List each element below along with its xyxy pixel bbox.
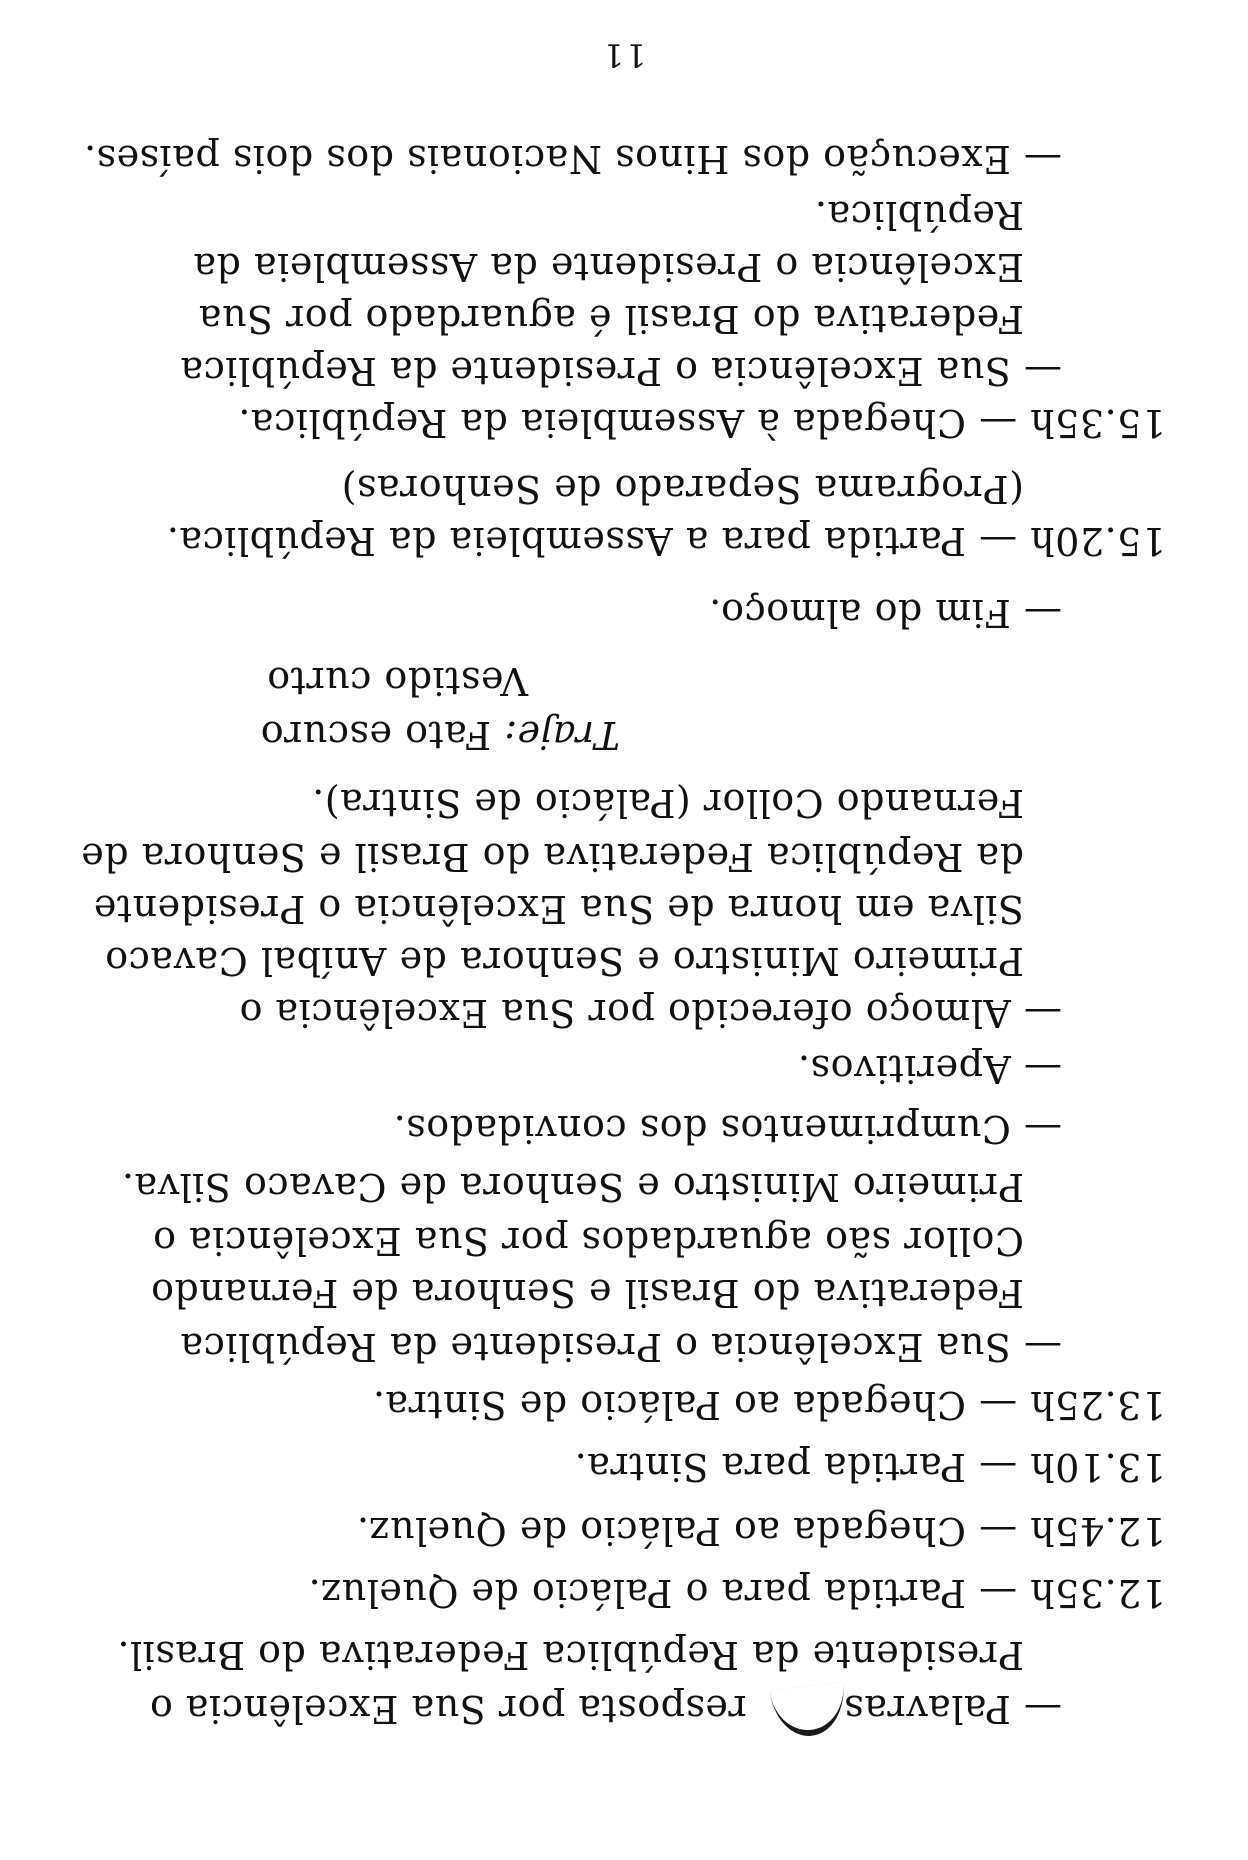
text-line <box>260 713 620 757</box>
line-text: Silva em honra de Sua Excelência o Presidente <box>93 887 1024 931</box>
text-line <box>192 245 1024 289</box>
line-text: — Partida para Sintra. <box>574 1445 1018 1489</box>
line-text: Almoço oferecido por Sua Excelência o <box>239 991 1011 1035</box>
page-number: 11 <box>601 36 647 74</box>
line-text: Sua Excelência o Presidente da República <box>179 349 1011 393</box>
line-text: Federativa do Brasil é aguardado por Sua <box>198 297 1024 341</box>
line-text: Excelência o Presidente da Assembleia da <box>192 245 1024 289</box>
line-text: Fernando Collor (Palácio de Sintra). <box>311 781 1024 825</box>
time: 15.35h <box>1029 401 1166 445</box>
dash: — <box>1023 1047 1062 1091</box>
line-text: — Chegada à Assembleia da República. <box>237 401 1018 445</box>
text-line <box>104 939 1024 983</box>
time: 15.20h <box>1029 519 1166 563</box>
line-text: Vestido curto <box>266 659 528 703</box>
ink-smudge <box>770 1682 849 1739</box>
line-text: Federativa do Brasil e Senhora de Fernando <box>150 1271 1024 1315</box>
line-text: Fim do almoço. <box>708 591 1011 635</box>
text-line <box>149 1687 1062 1731</box>
text-line <box>116 1633 1024 1677</box>
text-line <box>237 401 1166 445</box>
dash: — <box>1023 591 1062 635</box>
line-text: — Chegada ao Palácio de Sintra. <box>372 1383 1018 1427</box>
text-line <box>356 1509 1166 1553</box>
text-line <box>239 991 1062 1035</box>
text-line <box>179 349 1062 393</box>
text-line <box>372 1383 1166 1427</box>
line-text: Cumprimentos dos convidados. <box>393 1107 1011 1151</box>
line-text: Fato escuro <box>260 713 492 757</box>
line-text: Collor são aguardados por Sua Excelência o <box>152 1219 1024 1263</box>
line-text: Presidente da República Federativa do Brasil. <box>116 1633 1024 1677</box>
text-line <box>121 1165 1024 1209</box>
line-text: Palavras <box>843 1687 1011 1731</box>
line-text: Execução dos Hinos Nacionais dos dois países. <box>83 137 1011 181</box>
text-line <box>814 193 1024 237</box>
dash: — <box>1023 349 1062 393</box>
text-line <box>311 781 1024 825</box>
line-text: da República Federativa do Brasil e Senhora de <box>80 835 1024 879</box>
time: 13.25h <box>1029 1383 1166 1427</box>
time: 12.45h <box>1029 1509 1166 1553</box>
line-text: Sua Excelência o Presidente da República <box>179 1325 1011 1369</box>
text-line <box>83 137 1062 181</box>
text-line <box>797 1047 1062 1091</box>
line-text: — Chegada ao Palácio de Queluz. <box>356 1509 1018 1553</box>
dash: — <box>1023 991 1062 1035</box>
dash: — <box>1023 1687 1062 1731</box>
line-text: República. <box>814 193 1024 237</box>
line-text: Primeiro Ministro e Senhora de Aníbal Cavaco <box>104 939 1024 983</box>
line-text: — Partida para o Palácio de Queluz. <box>308 1571 1018 1615</box>
line-text: Primeiro Ministro e Senhora de Cavaco Silva. <box>121 1165 1024 1209</box>
time: 13.10h <box>1029 1445 1166 1489</box>
time: 12.35h <box>1029 1571 1166 1615</box>
line-text: Aperitivos. <box>797 1047 1011 1091</box>
dash: — <box>1023 1325 1062 1369</box>
text-line <box>393 1107 1062 1151</box>
text-line <box>152 1219 1024 1263</box>
text-line <box>179 1325 1062 1369</box>
text-line <box>80 835 1024 879</box>
text-line <box>341 467 1024 511</box>
text-line <box>166 519 1166 563</box>
text-line <box>708 591 1062 635</box>
text-line <box>574 1445 1166 1489</box>
text-line <box>308 1571 1166 1615</box>
text-line <box>150 1271 1024 1315</box>
traje-label: Traje: <box>503 713 620 757</box>
line-text: — Partida para a Assembleia da República. <box>166 519 1018 563</box>
dash: — <box>1023 1107 1062 1151</box>
text-line <box>93 887 1024 931</box>
line-text: resposta por Sua Excelência o <box>149 1687 747 1731</box>
dash: — <box>1023 137 1062 181</box>
text-line <box>198 297 1024 341</box>
line-text: (Programa Separado de Senhoras) <box>341 467 1024 511</box>
text-line <box>266 659 528 703</box>
